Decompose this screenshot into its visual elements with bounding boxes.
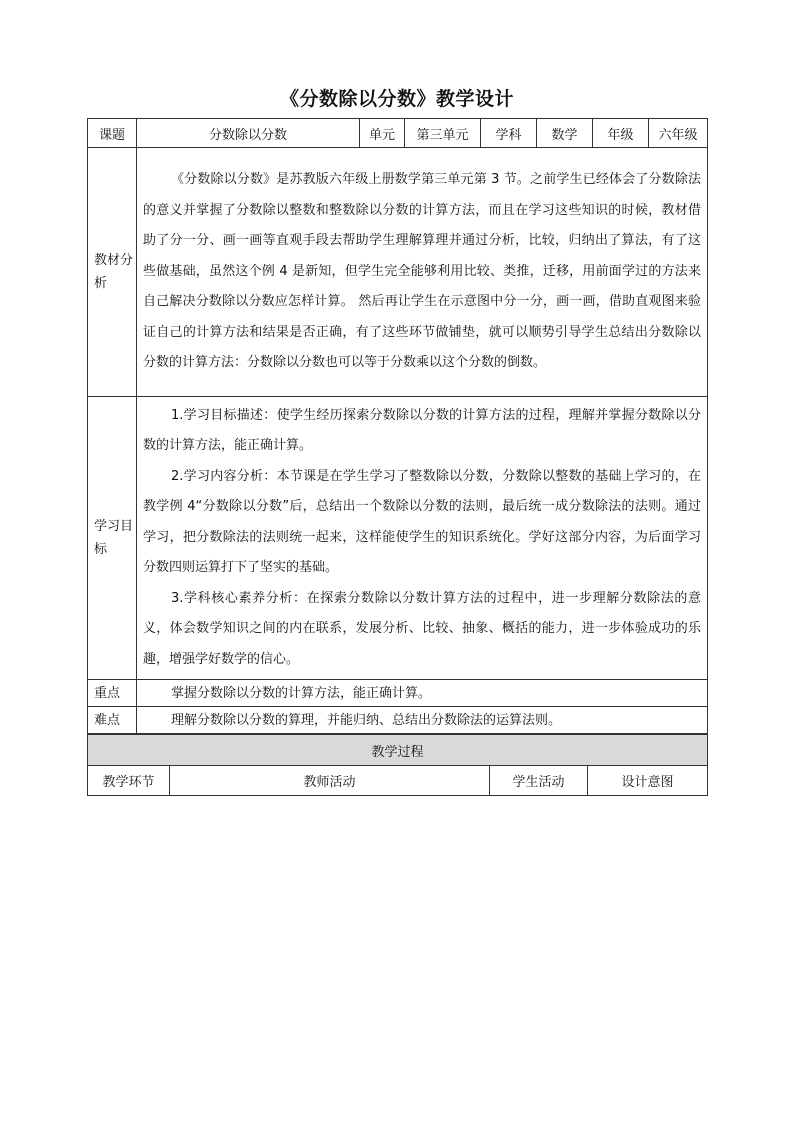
analysis-cell: [137, 148, 708, 397]
unit-label: 单元: [360, 119, 405, 148]
objectives-row: [88, 397, 708, 680]
grade-label: 年级: [593, 119, 649, 148]
analysis-text: 《分数除以分数》是苏教版六年级上册数学第三单元第 3 节。之前学生已经体会了分数除法的意义并掌握了分数除以整数和整数除以分数的计算方法，而且在学习这些知识的时候，教材借助了分一分、画一画等直观手段去帮助学生理解算理并通过分析，比较，归纳出了算法，有了这些做基础，虽然这个例 4 是新知，但学生完全能够利用比较、类推，迁移，用前面学过的方法来自己解决分数除以分数应怎样计算。 然后再让学生在示意图中分一分，画一画，借助直观图来验证自己的计算方法和结果是否正确，有了这些环节做铺垫，就可以顺势引导学生总结出分数除以分数的计算方法：分数除以分数也可以等于分数乘以这个分数的倒数。: [143, 172, 701, 371]
column-header: 学生活动: [490, 766, 588, 796]
topic-label: 课题: [88, 119, 137, 148]
process-header-row: [88, 735, 708, 766]
grade-value: 六年级: [649, 119, 708, 148]
objective-item-3: 3.学科核心素养分析：在探索分数除以分数计算方法的过程中，进一步理解分数除法的意义，体会数学知识之间的内在联系，发展分析、比较、抽象、概括的能力，进一步体验成功的乐趣，增强学好数学的信心。: [143, 590, 701, 667]
topic-value: 分数除以分数: [137, 119, 360, 148]
lesson-info-table: [87, 118, 708, 734]
key-point-text: 掌握分数除以分数的计算方法，能正确计算。: [137, 680, 708, 707]
page-title: 《分数除以分数》教学设计: [279, 88, 514, 110]
column-header: 教师活动: [170, 766, 490, 796]
objectives-label: 学习目标: [88, 397, 137, 680]
key-point-row: [88, 680, 708, 707]
teaching-process-table: [87, 734, 708, 796]
subject-label: 学科: [481, 119, 537, 148]
key-point-label: 重点: [88, 680, 137, 707]
objective-item-2: 2.学习内容分析：本节课是在学生学习了整数除以分数，分数除以整数的基础上学习的，在教学例 4“分数除以分数”后，总结出一个数除以分数的法则，最后统一成分数除法的法则。通过学习，把分数除法的法则统一起来，这样能使学生的知识系统化。学好这部分内容，为后面学习分数四则运算打下了坚实的基础。: [143, 468, 701, 576]
process-header: 教学过程: [88, 735, 708, 766]
analysis-row: [88, 148, 708, 397]
difficulty-text: 理解分数除以分数的算理，并能归纳、总结出分数除法的运算法则。: [137, 707, 708, 734]
difficulty-row: [88, 707, 708, 734]
unit-value: 第三单元: [405, 119, 481, 148]
process-columns-row: [88, 766, 708, 796]
objectives-cell: [137, 397, 708, 680]
objective-item-1: 1.学习目标描述：使学生经历探索分数除以分数的计算方法的过程，理解并掌握分数除以分数的计算方法，能正确计算。: [143, 407, 701, 454]
subject-value: 数学: [537, 119, 593, 148]
difficulty-label: 难点: [88, 707, 137, 734]
info-row: [88, 119, 708, 148]
column-header: 教学环节: [88, 766, 170, 796]
analysis-label: 教材分析: [88, 148, 137, 397]
column-header: 设计意图: [588, 766, 708, 796]
